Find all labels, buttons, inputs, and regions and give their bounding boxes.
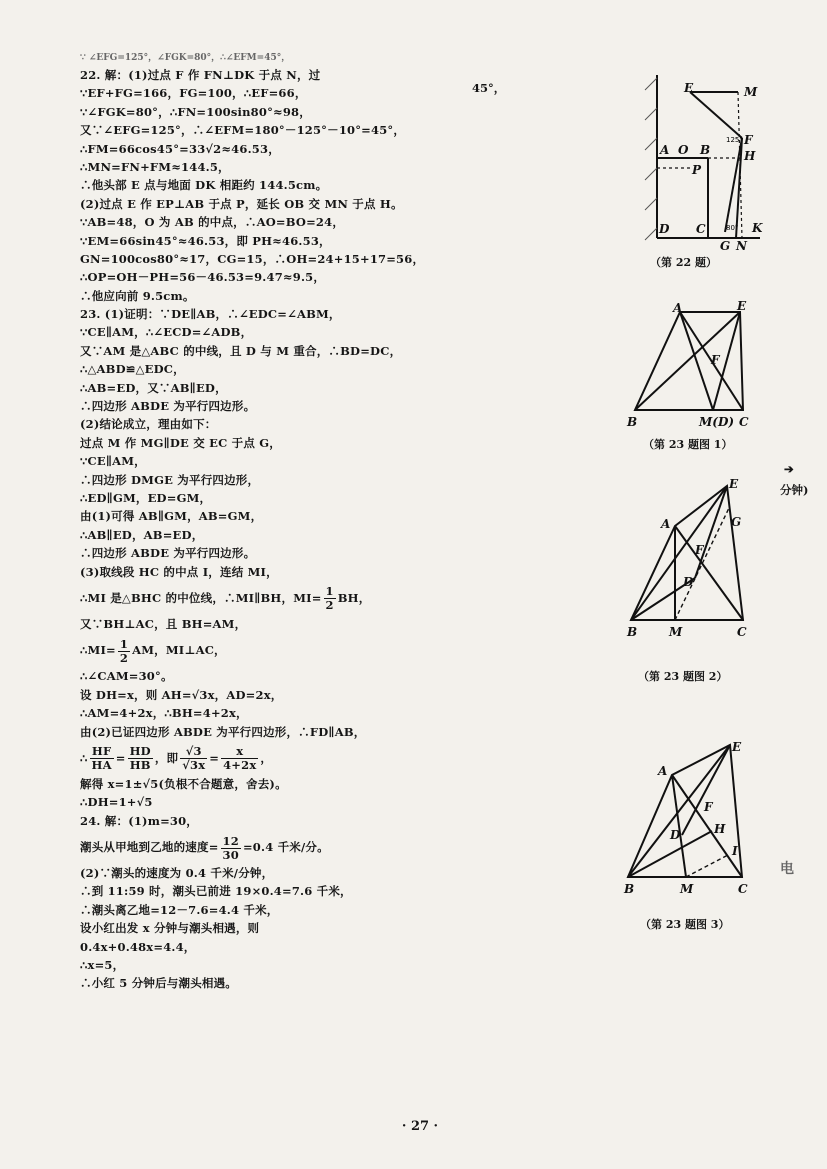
- text: ∴MI 是△BHC 的中位线，∴MI∥BH，MI=: [80, 590, 322, 605]
- line-am: [680, 312, 713, 410]
- solution-line: [80, 830, 580, 864]
- label-g: G: [731, 515, 742, 529]
- solution-line: [80, 864, 580, 882]
- solution-line: [80, 305, 580, 323]
- text: ，: [260, 750, 273, 765]
- solution-line: [80, 812, 580, 830]
- denominator: HA: [91, 758, 112, 773]
- label-e: E: [737, 300, 747, 313]
- denominator: 2: [119, 650, 129, 665]
- figure-23-3: [620, 735, 760, 895]
- text: ∴潮头离乙地=12－7.6=4.4 千米，: [80, 902, 279, 917]
- figure-23-2: [625, 478, 760, 638]
- text: ∴MI=: [80, 643, 116, 658]
- dashed-mn: [738, 92, 742, 238]
- label-n: N: [736, 239, 747, 250]
- solution-line: [80, 379, 580, 397]
- text: ∴到 11:59 时，潮头已前进 19×0.4=7.6 千米，: [80, 884, 352, 899]
- hatch: [645, 138, 657, 150]
- text: (2)∵潮头的速度为 0.4 千米/分钟，: [80, 866, 274, 881]
- text: ∴四边形 DMGE 为平行四边形，: [80, 472, 260, 487]
- text: 23. (1)证明：∵DE∥AB，∴∠EDC=∠ABM，: [80, 307, 341, 322]
- label-g: G: [720, 239, 731, 250]
- label-b: B: [627, 415, 638, 429]
- text: 24. 解：(1)m=30，: [80, 813, 199, 828]
- hatch: [645, 168, 657, 180]
- fraction: [118, 638, 130, 665]
- denominator: 2: [325, 598, 334, 613]
- solution-line: [80, 526, 580, 544]
- label-h: H: [714, 822, 726, 836]
- line-am: [672, 775, 686, 877]
- solution-line: [80, 121, 580, 139]
- text: ∵CE∥AM，: [80, 454, 146, 469]
- hatch: [645, 198, 657, 210]
- solution-line: [80, 232, 580, 250]
- solution-line: [80, 287, 580, 305]
- numerator: HD: [129, 744, 151, 759]
- text: ∴∠CAM=30°。: [80, 669, 173, 684]
- text: ∴△ABD≌△EDC，: [80, 362, 185, 377]
- text: ，即: [154, 750, 179, 765]
- label-c: C: [696, 222, 706, 236]
- solution-line: [80, 974, 580, 992]
- text: ∵AB=48，O 为 AB 的中点，∴AO=BO=24，: [80, 215, 345, 230]
- solution-line: [80, 140, 580, 158]
- text: ∴AM=4+2x，∴BH=4+2x，: [80, 706, 248, 721]
- solution-line: [80, 489, 580, 507]
- text: 解得 x=1±√5(负根不合题意，舍去)。: [80, 776, 287, 791]
- text: 潮头从甲地到乙地的速度=: [80, 840, 219, 855]
- text: ∴四边形 ABDE 为平行四边形。: [80, 546, 256, 561]
- fraction: [221, 745, 258, 772]
- solution-line: [80, 667, 580, 685]
- solution-line: [80, 723, 580, 741]
- label-e: E: [684, 81, 694, 95]
- text: ∵EF+FG=166，FG=100，∴EF=66，: [80, 86, 307, 101]
- label-d: D: [683, 575, 694, 589]
- line-be: [631, 486, 727, 620]
- text: ∵∠FGK=80°，∴FN=100sin80°≈98，: [80, 104, 311, 119]
- text: ∴FM=66cos45°=33√2≈46.53，: [80, 141, 280, 156]
- solution-line: [80, 415, 580, 433]
- text: 设小红出发 x 分钟与潮头相遇，则: [80, 921, 260, 936]
- label-a: A: [660, 143, 670, 157]
- caption-22: （第 22 题）: [650, 256, 717, 269]
- text: BH，: [337, 590, 371, 605]
- text: (2)结论成立，理由如下：: [80, 417, 217, 432]
- solution-line: [80, 195, 580, 213]
- solution-line: [80, 452, 580, 470]
- solution-text: [80, 66, 580, 993]
- text: ∴他头部 E 点与地面 DK 相距约 144.5cm。: [80, 178, 328, 193]
- denominator: 30: [222, 847, 239, 862]
- solution-line: [80, 544, 580, 562]
- text: GN=100cos80°≈17，CG=15，∴OH=24+15+17=56，: [80, 251, 425, 266]
- solution-line: [80, 882, 580, 900]
- fraction: [180, 745, 207, 772]
- solution-line: [80, 323, 580, 341]
- solution-line: [80, 103, 580, 121]
- text: ∵EM=66sin45°≈46.53，即 PH≈46.53，: [80, 233, 331, 248]
- fraction: [221, 835, 241, 862]
- solution-line: [80, 956, 580, 974]
- solution-line: [80, 581, 580, 615]
- text: ∴AB=ED，又∵AB∥ED，: [80, 380, 227, 395]
- text: 过点 M 作 MG∥DE 交 EC 于点 G，: [80, 435, 281, 450]
- label-d: D: [659, 222, 670, 236]
- outline: [631, 486, 743, 620]
- text: 由(1)可得 AB∥GM，AB=GM，: [80, 509, 263, 524]
- label-a: A: [673, 301, 683, 315]
- solution-line: [80, 704, 580, 722]
- text: ∴四边形 ABDE 为平行四边形。: [80, 399, 256, 414]
- arrow-icon: ➔: [784, 462, 794, 476]
- label-c: C: [737, 625, 747, 638]
- hatch: [645, 78, 657, 90]
- hatch: [645, 108, 657, 120]
- solution-line: [80, 793, 580, 811]
- solution-line: [80, 919, 580, 937]
- line-ef: [690, 92, 742, 138]
- text: ∴x=5，: [80, 958, 125, 973]
- caption-23-2: （第 23 题图 2）: [638, 670, 728, 683]
- label-f: F: [695, 543, 704, 557]
- label-f: F: [711, 353, 720, 367]
- text: 又∵BH⊥AC，且 BH=AM，: [80, 616, 247, 631]
- label-o: O: [678, 143, 689, 157]
- solution-line: [80, 938, 580, 956]
- text: ∴OP=OH－PH=56－46.53=9.47≈9.5，: [80, 270, 326, 285]
- label-angle2: 80°: [726, 224, 739, 232]
- solution-line: [80, 633, 580, 667]
- label-b: B: [627, 625, 638, 638]
- label-m: M: [669, 625, 683, 638]
- text: ∴他应向前 9.5cm。: [80, 288, 195, 303]
- text: 又∵AM 是△ABC 的中线，且 D 与 M 重合，∴BD=DC，: [80, 343, 402, 358]
- margin-degree: 45°，: [472, 81, 506, 95]
- solution-line: [80, 342, 580, 360]
- solution-line: [80, 615, 580, 633]
- label-e: E: [729, 478, 739, 491]
- denominator: √3x: [182, 758, 206, 773]
- label-p: P: [692, 163, 702, 177]
- numerator: x: [221, 745, 258, 759]
- label-m: M(D): [699, 415, 735, 429]
- line-be: [635, 312, 740, 410]
- solution-line: [80, 434, 580, 452]
- text: 0.4x+0.48x=4.4，: [80, 939, 196, 954]
- margin-minute: 分钟): [780, 483, 809, 497]
- text: ∴: [80, 750, 88, 765]
- numerator: 1: [325, 584, 334, 599]
- fraction: [128, 745, 153, 772]
- fraction: [90, 745, 114, 772]
- solution-line: [80, 901, 580, 919]
- solution-line: [80, 397, 580, 415]
- text: 又∵∠EFG=125°，∴∠EFM=180°－125°－10°=45°，: [80, 123, 406, 138]
- line-ac: [672, 775, 742, 877]
- text: 由(2)已证四边形 ABDE 为平行四边形，∴FD∥AB，: [80, 724, 366, 739]
- text: =: [209, 750, 220, 765]
- solution-line: [80, 213, 580, 231]
- solution-line: [80, 250, 580, 268]
- solution-line: [80, 563, 580, 581]
- solution-line: [80, 507, 580, 525]
- label-m: M: [744, 85, 758, 99]
- text: ∵CE∥AM，∴∠ECD=∠ADB，: [80, 325, 253, 340]
- label-b: B: [624, 882, 635, 895]
- label-a: A: [658, 764, 668, 778]
- label-b: B: [700, 143, 711, 157]
- text: ∴MN=FN+FM≈144.5，: [80, 159, 230, 174]
- hatch: [645, 228, 657, 240]
- solution-line: [80, 471, 580, 489]
- dashed-mi: [686, 855, 728, 877]
- label-angle: 125°: [726, 136, 743, 144]
- solution-line: [80, 775, 580, 793]
- fraction: [324, 585, 336, 612]
- margin-dian: 电: [780, 861, 794, 877]
- page-number: · 27 ·: [401, 1119, 439, 1134]
- solution-line: [80, 686, 580, 704]
- figure-22: [640, 70, 770, 250]
- text: ∴ED∥GM，ED=GM，: [80, 490, 212, 505]
- label-a: A: [661, 517, 671, 531]
- label-h: H: [744, 149, 756, 163]
- text: =0.4 千米/分。: [242, 840, 329, 855]
- label-f: F: [704, 800, 713, 814]
- solution-line: [80, 268, 580, 286]
- label-f: F: [744, 133, 753, 147]
- solution-line: [80, 158, 580, 176]
- text: ∴AB∥ED，AB=ED，: [80, 527, 204, 542]
- line-be: [628, 745, 730, 877]
- caption-23-1: （第 23 题图 1）: [643, 438, 733, 451]
- caption-23-3: （第 23 题图 3）: [640, 918, 730, 931]
- label-c: C: [738, 882, 748, 895]
- line-de: [695, 486, 727, 578]
- label-d: D: [670, 828, 681, 842]
- label-e: E: [732, 740, 742, 754]
- denominator: HB: [129, 758, 151, 773]
- numerator: HF: [90, 745, 114, 759]
- solution-line: [80, 741, 580, 775]
- text: (2)过点 E 作 EP⊥AB 于点 P，延长 OB 交 MN 于点 H。: [80, 196, 403, 211]
- numerator: √3: [180, 745, 207, 759]
- text: =: [115, 750, 126, 765]
- numerator: 12: [222, 833, 239, 848]
- label-m: M: [680, 882, 694, 895]
- solution-line: [80, 176, 580, 194]
- solution-line: [80, 360, 580, 378]
- text: (3)取线段 HC 的中点 I，连结 MI，: [80, 564, 278, 579]
- note-fragment: ∵ ∠EFG=125°，∠FGK=80°，∴∠EFM=45°，: [80, 53, 291, 63]
- label-c: C: [739, 415, 749, 429]
- text: ∴小红 5 分钟后与潮头相遇。: [80, 976, 238, 991]
- text: AM，MI⊥AC，: [132, 643, 226, 658]
- text: ∴DH=1+√5: [80, 795, 153, 810]
- label-i: I: [732, 844, 738, 858]
- label-k: K: [752, 221, 763, 235]
- denominator: 4+2x: [223, 758, 257, 773]
- figure-23-1: [625, 300, 760, 430]
- text: 22. 解：(1)过点 F 作 FN⊥DK 于点 N，过: [80, 68, 321, 82]
- numerator: 1: [119, 636, 129, 651]
- text: 设 DH=x，则 AH=√3x，AD=2x，: [80, 687, 283, 702]
